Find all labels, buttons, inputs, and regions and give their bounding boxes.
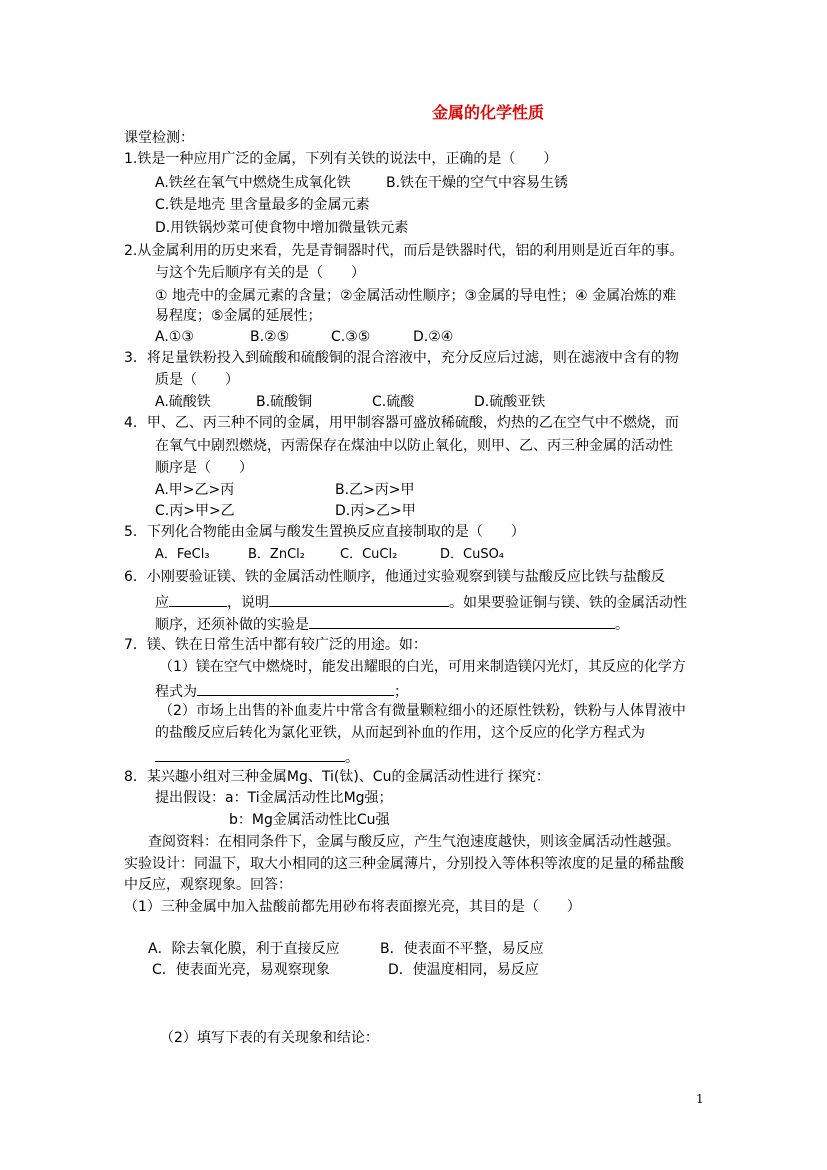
question-5-option-c: C．CuCl₂ (340, 547, 398, 562)
question-7-line-3-part-a: 程式为 (155, 684, 197, 700)
question-5-option-b: B．ZnCl₂ (248, 547, 305, 562)
question-4-option-c: C.丙>甲>乙 (155, 503, 235, 519)
question-7-line-6-end: 。 (345, 750, 359, 766)
question-7-line-5: 的盐酸反应后转化为氯化亚铁，从而起到补血的作用，这个反应的化学方程式为 (155, 725, 645, 741)
question-6-blank-2[interactable] (269, 592, 449, 607)
question-6-line-2-part-c: 。如果要验证铜与镁、铁的金属活动性 (449, 595, 687, 611)
question-6-line-1: 6．小刚要验证镁、铁的金属活动性顺序，他通过实验观察到镁与盐酸反应比铁与盐酸反 (124, 569, 665, 585)
question-7-line-6 (155, 747, 359, 766)
question-8-reference: 查阅资料：在相同条件下，金属与酸反应，产生气泡速度越快，则该金属活动性越强。 (148, 834, 680, 850)
question-7-blank-1[interactable] (197, 681, 394, 696)
question-6-blank-1[interactable] (169, 592, 227, 607)
question-2-option-b: B.②⑤ (250, 329, 290, 345)
question-1-option-b: B.铁在干燥的空气中容易生锈 (386, 175, 569, 191)
question-2-option-c: C.③⑤ (331, 329, 371, 345)
question-1-stem: 1.铁是一种应用广泛的金属，下列有关铁的说法中，正确的是（ ） (124, 151, 558, 167)
page-number: 1 (696, 1092, 704, 1106)
question-8-option-b: B．使表面不平整，易反应 (380, 941, 544, 957)
question-6-line-2-part-b: ，说明 (227, 595, 269, 611)
question-8-sub-2: （2）填写下表的有关现象和结论： (160, 1030, 379, 1046)
question-6-line-3-part-a: 顺序，还须补做的实验是 (155, 617, 309, 633)
question-3-option-a: A.硫酸铁 (155, 394, 211, 410)
question-2-line-1: 2.从金属利用的历史来看，先是青铜器时代，而后是铁器时代，铝的利用则是近百年的事。 (124, 243, 684, 259)
question-2-line-3: ① 地壳中的金属元素的含量；②金属活动性顺序；③金属的导电性；④ 金属冶炼的难 (155, 288, 677, 304)
question-8-hypothesis-b: b：Mg金属活动性比Cu强 (229, 812, 390, 828)
question-1-option-a: A.铁丝在氧气中燃烧生成氧化铁 (155, 175, 351, 191)
question-4-option-a: A.甲>乙>丙 (155, 482, 235, 498)
question-7-line-1: 7．镁、铁在日常生活中都有较广泛的用途。如： (124, 637, 427, 653)
question-3-line-1: 3．将足量铁粉投入到硫酸和硫酸铜的混合溶液中，充分反应后过滤，则在滤液中含有的物 (124, 350, 679, 366)
section-heading: 课堂检测： (124, 130, 194, 146)
question-8-option-c: C．使表面光亮，易观察现象 (152, 962, 330, 978)
question-3-option-b: B.硫酸铜 (256, 394, 313, 410)
question-6-line-2-part-a: 应 (155, 595, 169, 611)
question-6-line-3-part-b: 。 (615, 617, 629, 633)
question-8-line-1: 8．某兴趣小组对三种金属Mg、Ti(钛)、Cu的金属活动性进行 探究： (124, 769, 550, 785)
question-2-line-2: 与这个先后顺序有关的是（ ） (155, 265, 365, 281)
question-3-option-c: C.硫酸 (372, 394, 415, 410)
question-8-hypothesis-a: 提出假设：a：Ti金属活动性比Mg强； (155, 790, 393, 806)
question-2-line-4: 易程度；⑤金属的延展性； (155, 308, 322, 324)
question-4-line-3: 顺序是（ ） (155, 460, 253, 476)
question-4-option-b: B.乙>丙>甲 (335, 482, 415, 498)
question-4-line-2: 在氧气中剧烈燃烧，丙需保存在煤油中以防止氧化，则甲、乙、丙三种金属的活动性 (155, 438, 673, 454)
question-8-option-d: D．使温度相同，易反应 (388, 962, 539, 978)
question-7-blank-2[interactable] (155, 747, 345, 762)
question-8-design-line-1: 实验设计：同温下，取大小相同的这三种金属薄片，分别投入等体积等浓度的足量的稀盐酸 (124, 856, 684, 872)
question-7-line-2: （1）镁在空气中燃烧时，能发出耀眼的白光，可用来制造镁闪光灯，其反应的化学方 (159, 659, 686, 675)
question-3-line-2: 质是（ ） (155, 372, 239, 388)
question-6-line-2 (155, 592, 687, 611)
question-2-option-d: D.②④ (413, 329, 454, 345)
question-8-option-a: A．除去氧化膜，利于直接反应 (148, 941, 340, 957)
page-title: 金属的化学性质 (432, 103, 545, 122)
question-6-blank-3[interactable] (309, 614, 615, 629)
question-5-option-a: A．FeCl₃ (155, 547, 210, 562)
question-4-line-1: 4．甲、乙、丙三种不同的金属，用甲制容器可盛放稀硫酸，灼热的乙在空气中不燃烧，而 (124, 415, 679, 431)
question-7-line-4: （2）市场上出售的补血麦片中常含有微量颗粒细小的还原性铁粉，铁粉与人体胃液中 (159, 703, 686, 719)
question-8-sub-1: （1）三种金属中加入盐酸前都先用砂布将表面擦光亮，其目的是（ ） (124, 899, 581, 915)
question-5-stem: 5．下列化合物能由金属与酸发生置换反应直接制取的是（ ） (124, 524, 525, 540)
question-5-option-d: D．CuSO₄ (440, 547, 505, 562)
question-7-line-3-part-b: ； (394, 684, 408, 700)
question-1-option-c: C.铁是地壳 里含量最多的金属元素 (155, 197, 370, 213)
question-6-line-3 (155, 614, 629, 633)
question-1-option-d: D.用铁锅炒菜可使食物中增加微量铁元素 (155, 220, 409, 236)
question-4-option-d: D.丙>乙>甲 (335, 503, 416, 519)
question-8-design-line-2: 中反应，观察现象。回答： (124, 877, 292, 893)
question-7-line-3 (155, 681, 408, 700)
question-3-option-d: D.硫酸亚铁 (474, 394, 546, 410)
question-2-option-a: A.①③ (155, 329, 194, 345)
